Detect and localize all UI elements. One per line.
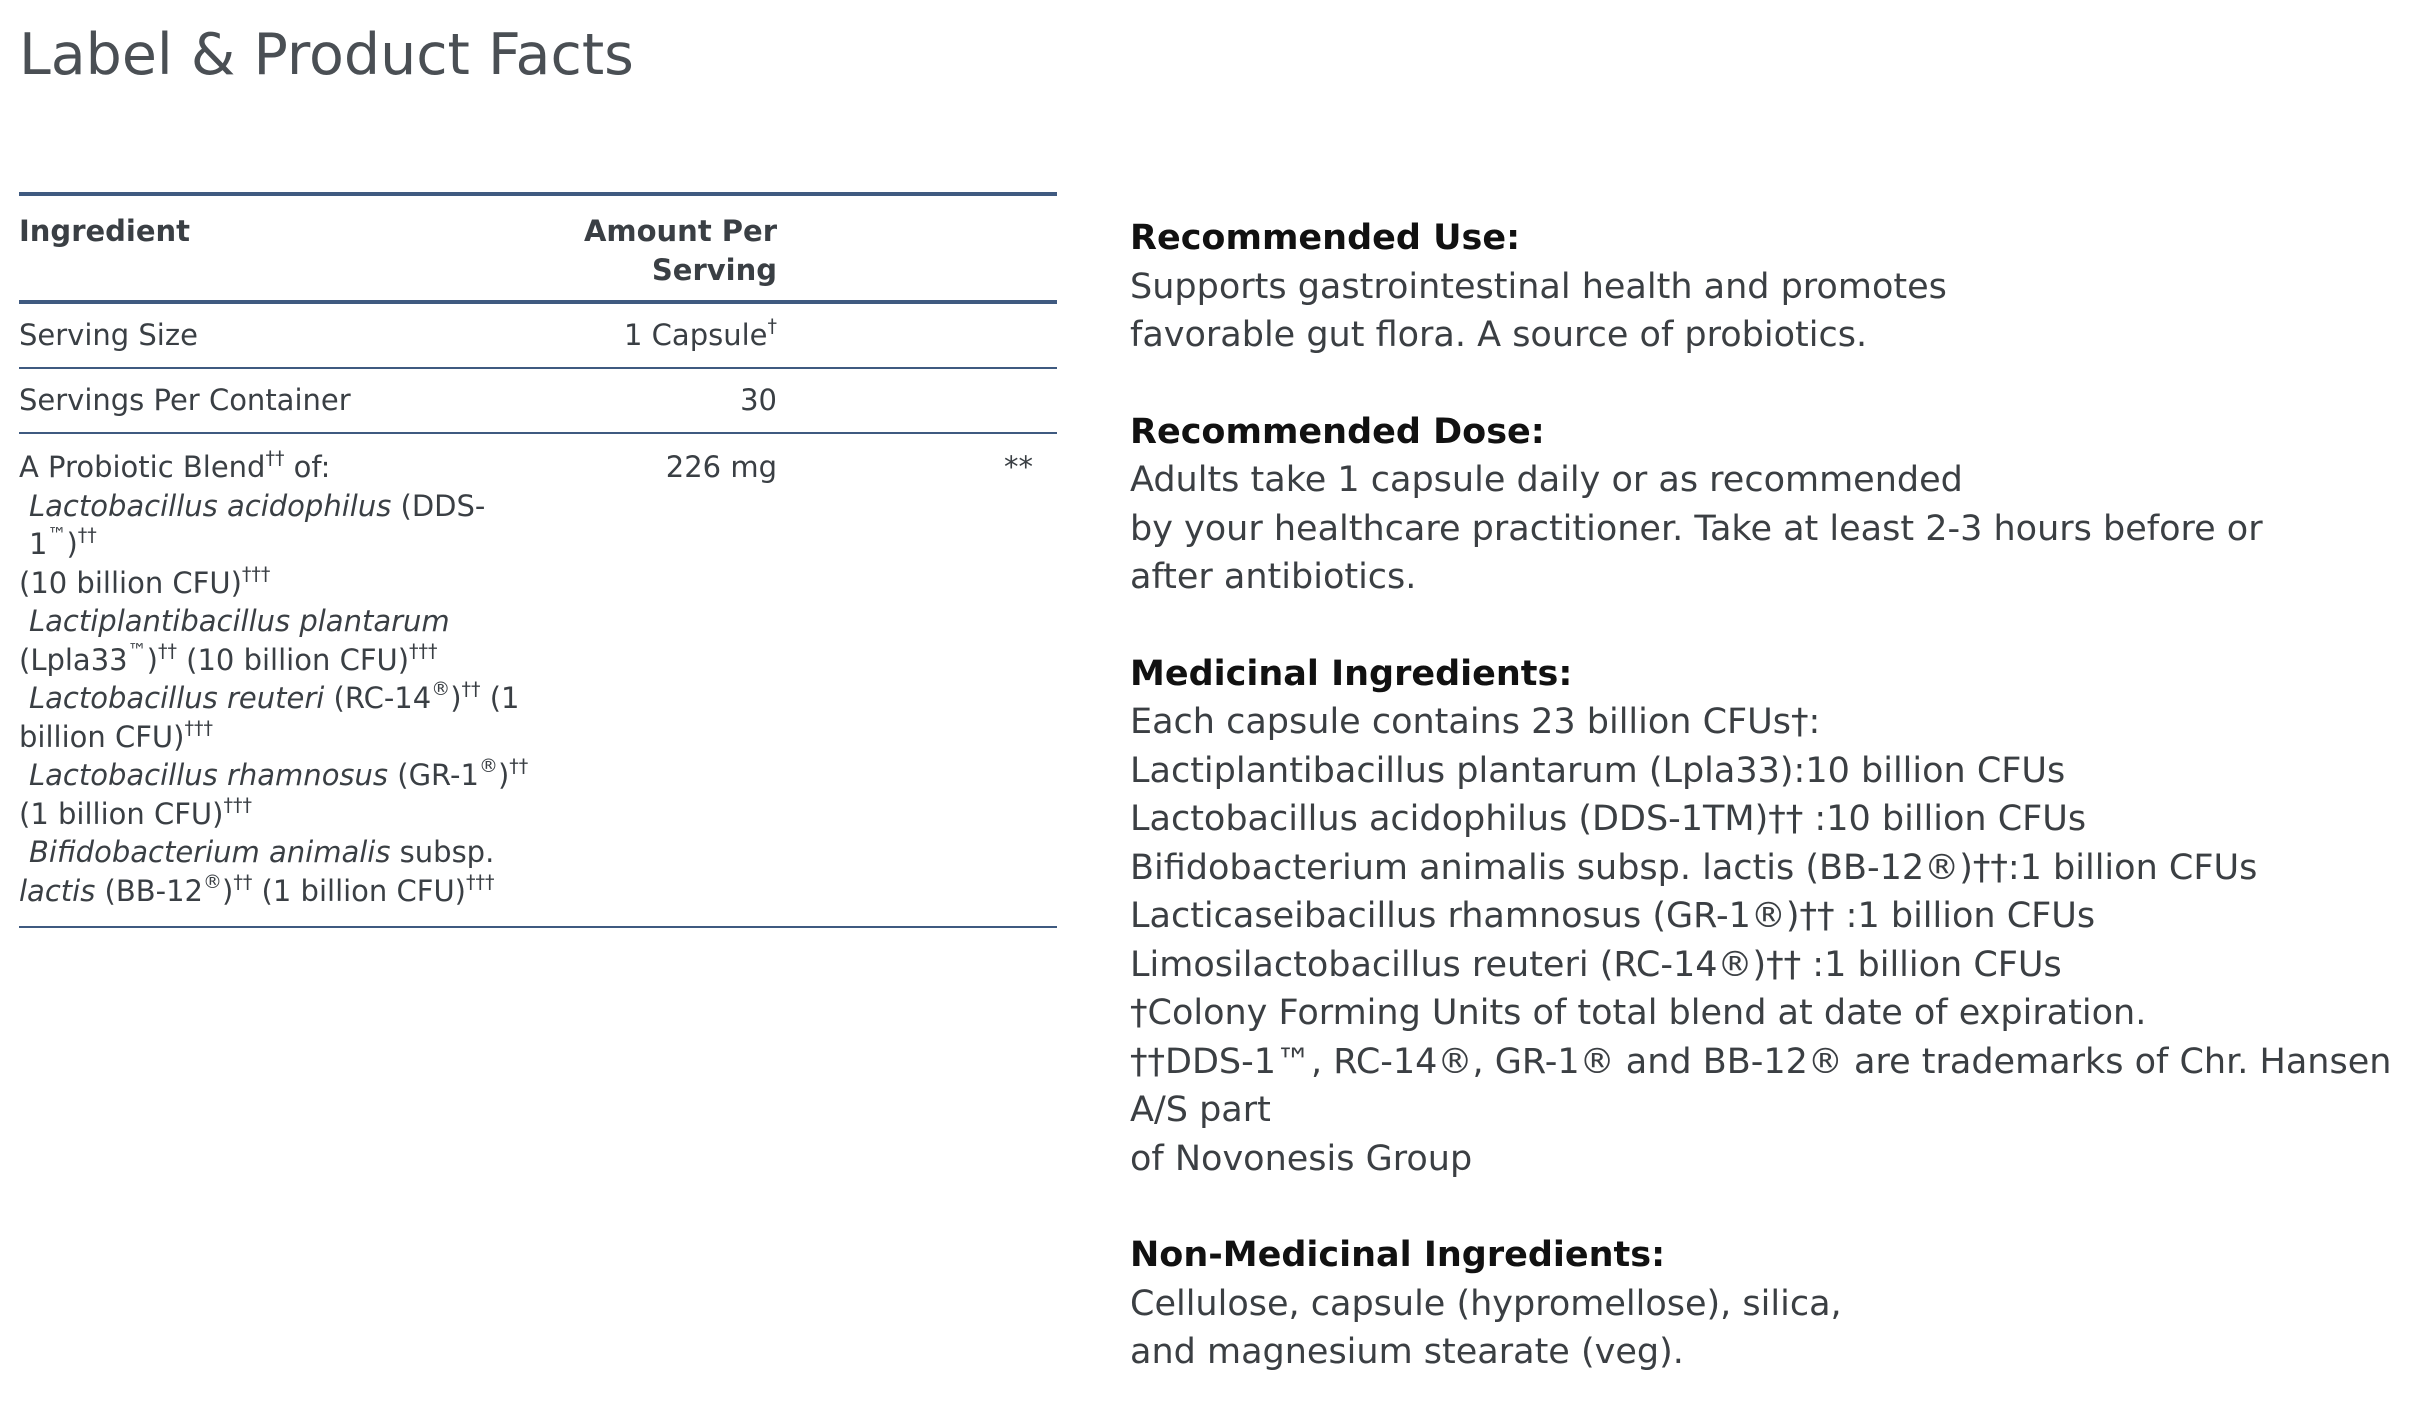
strain-acidophilus-cfu: (10 billion CFU)†††	[19, 562, 271, 600]
recommended-dose-text: after antibiotics.	[1130, 557, 1417, 597]
non-medicinal-ingredients-heading: Non-Medicinal Ingredients:	[1130, 1235, 1666, 1275]
strain-rhamnosus-cfu: (1 billion CFU)†††	[19, 793, 252, 831]
serving-size-label: Serving Size	[19, 318, 198, 352]
recommended-dose-section	[1130, 408, 2400, 602]
recommended-use-heading: Recommended Use:	[1130, 218, 1521, 258]
servings-per-container-label: Servings Per Container	[19, 383, 351, 417]
daily-value-column-header	[777, 194, 1057, 302]
servings-per-container-value: 30	[740, 383, 777, 417]
recommended-use-section	[1130, 214, 2400, 360]
recommended-use-text: Supports gastrointestinal health and promotes	[1130, 266, 1947, 307]
medicinal-ingredient-line: Limosilactobacillus reuteri (RC-14®)†† :1 billion CFUs	[1130, 944, 2062, 985]
strain-plantarum: Lactiplantibacillus plantarum	[29, 604, 450, 638]
table-row-probiotic-blend	[19, 433, 1057, 927]
medicinal-ingredients-section	[1130, 650, 2400, 1184]
medicinal-ingredient-footnote: †Colony Forming Units of total blend at date of expiration.	[1130, 993, 2147, 1033]
product-facts-table	[19, 192, 1057, 928]
recommended-dose-text: by your healthcare practitioner. Take at least 2-3 hours before or	[1130, 508, 2263, 549]
strain-rhamnosus: Lactobacillus rhamnosus (GR-1®)††	[29, 755, 529, 792]
non-medicinal-ingredients-text: and magnesium stearate (veg).	[1130, 1332, 1684, 1372]
strain-acidophilus: Lactobacillus acidophilus (DDS-1™)††	[29, 488, 486, 561]
serving-size-value: 1 Capsule†	[624, 315, 777, 352]
amount-column-header: Amount Per Serving	[583, 214, 777, 287]
non-medicinal-ingredients-section	[1130, 1231, 2400, 1377]
probiotic-blend-daily-value: **	[1004, 450, 1033, 484]
non-medicinal-ingredients-text: Cellulose, capsule (hypromellose), silica,	[1130, 1283, 1842, 1324]
medicinal-ingredient-line: Lactobacillus acidophilus (DDS-1TM)†† :10 billion CFUs	[1130, 799, 2087, 839]
page-title: Label & Product Facts	[19, 22, 634, 88]
strain-plantarum-cfu: (Lpla33™)†† (10 billion CFU)†††	[19, 639, 438, 677]
strain-animalis-cfu: lactis (BB-12®)†† (1 billion CFU)†††	[19, 870, 495, 908]
recommended-dose-heading: Recommended Dose:	[1130, 411, 1545, 452]
medicinal-ingredient-footnote: of Novonesis Group	[1130, 1138, 1473, 1179]
recommended-dose-text: Adults take 1 capsule daily or as recommended	[1130, 460, 1963, 500]
probiotic-blend-amount: 226 mg	[665, 450, 777, 484]
strain-animalis: Bifidobacterium animalis subsp.	[29, 835, 495, 869]
medicinal-ingredients-heading: Medicinal Ingredients:	[1130, 653, 1573, 694]
recommended-use-text: favorable gut flora. A source of probiotics.	[1130, 315, 1868, 355]
medicinal-ingredient-line: Lacticaseibacillus rhamnosus (GR-1®)†† :1 billion CFUs	[1130, 896, 2096, 936]
product-info-panel	[1130, 214, 2400, 1425]
table-row-servings-per-container	[19, 368, 1057, 433]
medicinal-ingredient-line: Lactiplantibacillus plantarum (Lpla33):10 billion CFUs	[1130, 750, 2066, 791]
probiotic-blend-ingredients	[19, 433, 539, 927]
ingredient-column-header: Ingredient	[19, 214, 191, 248]
medicinal-ingredient-line: Bifidobacterium animalis subsp. lactis (BB-12®)††:1 billion CFUs	[1130, 847, 2258, 888]
blend-label: A Probiotic Blend†† of:	[19, 447, 331, 484]
table-row-serving-size	[19, 302, 1057, 368]
medicinal-ingredient-line: Each capsule contains 23 billion CFUs†:	[1130, 702, 1821, 742]
medicinal-ingredient-footnote: ††DDS-1™, RC-14®, GR-1® and BB-12® are trademarks of Chr. Hansen A/S part	[1130, 1041, 2392, 1130]
strain-reuteri-cfu: billion CFU)†††	[19, 716, 213, 754]
strain-reuteri: Lactobacillus reuteri (RC-14®)†† (1	[29, 678, 520, 715]
table-header-row	[19, 194, 1057, 302]
